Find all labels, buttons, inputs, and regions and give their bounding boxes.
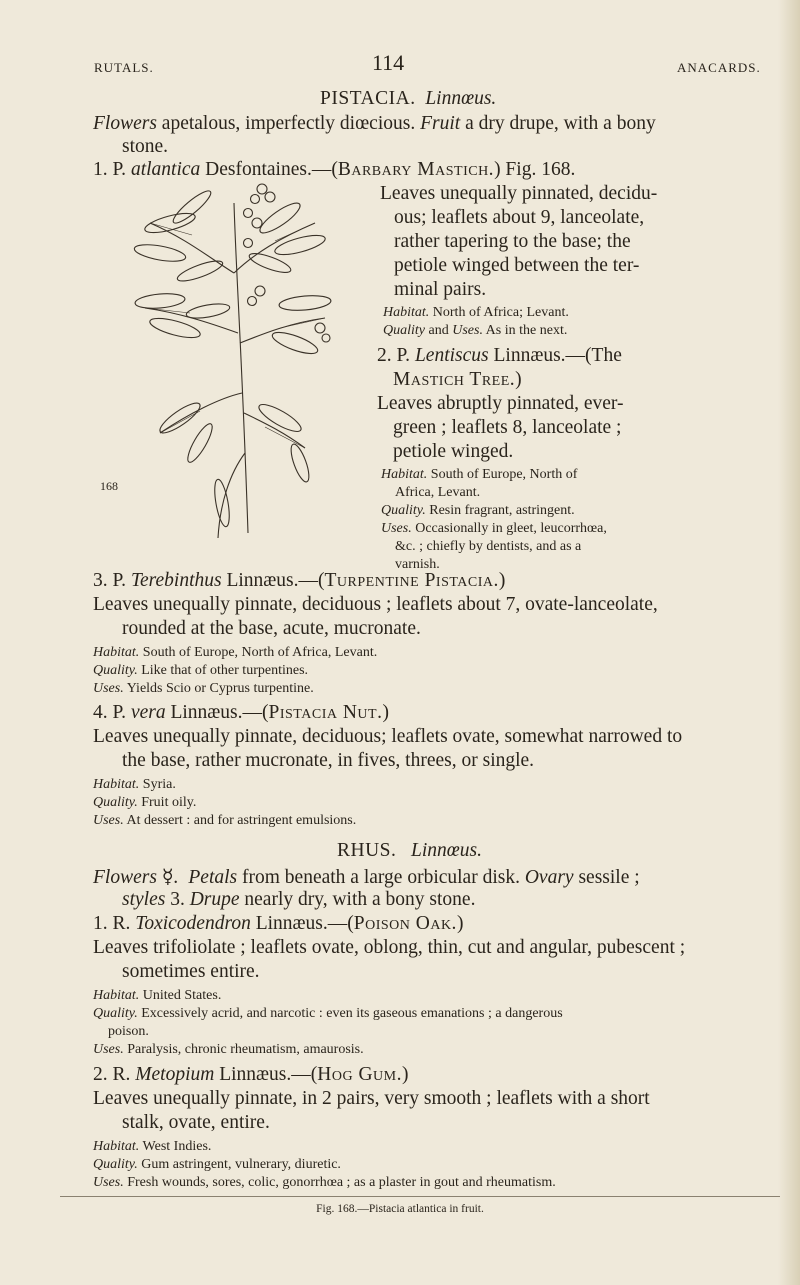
vera-uses: Uses. At dessert : and for astringent emulsions.	[93, 813, 357, 828]
toxicodendron-quality-2: poison.	[108, 1024, 149, 1039]
metopium-habitat: Habitat. West Indies.	[93, 1139, 212, 1154]
pistacia-atlantica-illustration	[130, 183, 338, 548]
lentiscus-habitat: Habitat. South of Europe, North of	[381, 467, 578, 482]
lentiscus-common-name: Mastich Tree.)	[393, 369, 522, 390]
lentiscus-uses-2: &c. ; chiefly by dentists, and as a	[395, 539, 582, 554]
running-head-left: RUTALS.	[94, 60, 154, 75]
metopium-desc-1: Leaves unequally pinnate, in 2 pairs, very smooth ; leaflets with a short	[93, 1088, 650, 1109]
atlantica-habitat: Habitat. North of Africa; Levant.	[383, 305, 569, 320]
vera-desc-2: the base, rather mucronate, in fives, threes, or single.	[122, 750, 535, 771]
species-heading-vera: 4. P. vera Linnæus.—(Pistacia Nut.)	[93, 702, 389, 723]
genus-heading-rhus: RHUS. Linnœus.	[337, 840, 483, 861]
vera-habitat: Habitat. Syria.	[93, 777, 176, 792]
lentiscus-desc-line: Leaves abruptly pinnated, ever-	[377, 393, 624, 414]
metopium-uses: Uses. Fresh wounds, sores, colic, gonorrhœa ; as a plaster in gout and rheumatism.	[93, 1175, 556, 1190]
toxicodendron-desc-2: sometimes entire.	[122, 961, 260, 982]
terebinthus-uses: Uses. Yields Scio or Cyprus turpentine.	[93, 681, 314, 696]
atlantica-desc-line: petiole winged between the ter-	[394, 255, 640, 276]
species-heading-atlantica: 1. P. atlantica Desfontaines.—(Barbary Mastich.) Fig. 168.	[93, 159, 576, 180]
lentiscus-desc-line: petiole winged.	[393, 441, 514, 462]
footnote-divider	[60, 1196, 780, 1197]
species-heading-lentiscus: 2. P. Lentiscus Linnæus.—(The	[377, 345, 622, 366]
terebinthus-desc-2: rounded at the base, acute, mucronate.	[122, 618, 421, 639]
toxicodendron-uses: Uses. Paralysis, chronic rheumatism, amaurosis.	[93, 1042, 364, 1057]
atlantica-desc-line: ous; leaflets about 9, lanceolate,	[394, 207, 645, 228]
pistacia-genus-description-2: stone.	[122, 136, 169, 157]
species-heading-metopium: 2. R. Metopium Linnæus.—(Hog Gum.)	[93, 1064, 409, 1085]
atlantica-quality-uses: Quality and Uses. As in the next.	[383, 323, 568, 338]
lentiscus-desc-line: green ; leaflets 8, lanceolate ;	[393, 417, 622, 438]
vera-desc-1: Leaves unequally pinnate, deciduous; leaflets ovate, somewhat narrowed to	[93, 726, 683, 747]
toxicodendron-quality: Quality. Excessively acrid, and narcotic : even its gaseous emanations ; a dangerous	[93, 1006, 563, 1021]
lentiscus-uses: Uses. Occasionally in gleet, leucorrhœa,	[381, 521, 607, 536]
terebinthus-habitat: Habitat. South of Europe, North of Africa, Levant.	[93, 645, 378, 660]
genus-heading-pistacia: PISTACIA. Linnœus.	[320, 88, 497, 109]
atlantica-desc-line: minal pairs.	[394, 279, 487, 300]
running-head-right: ANACARDS.	[677, 60, 761, 75]
terebinthus-desc-1: Leaves unequally pinnate, deciduous ; leaflets about 7, ovate-lanceolate,	[93, 594, 658, 615]
hermaphrodite-symbol: ☿.	[161, 867, 179, 888]
lentiscus-uses-3: varnish.	[395, 557, 440, 572]
pistacia-genus-description: Flowers apetalous, imperfectly diœcious. Fruit a dry drupe, with a bony	[93, 113, 656, 134]
atlantica-desc-line: Leaves unequally pinnated, decidu-	[380, 183, 658, 204]
metopium-quality: Quality. Gum astringent, vulnerary, diuretic.	[93, 1157, 341, 1172]
vera-quality: Quality. Fruit oily.	[93, 795, 197, 810]
rhus-genus-description: Flowers ☿. Petals from beneath a large orbicular disk. Ovary sessile ;	[93, 867, 640, 888]
terebinthus-quality: Quality. Like that of other turpentines.	[93, 663, 309, 678]
page-edge-shadow	[778, 0, 800, 1285]
figure-caption: Fig. 168.—Pistacia atlantica in fruit.	[316, 1203, 484, 1215]
toxicodendron-habitat: Habitat. United States.	[93, 988, 222, 1003]
metopium-desc-2: stalk, ovate, entire.	[122, 1112, 270, 1133]
rhus-genus-description-2: styles 3. Drupe nearly dry, with a bony stone.	[122, 889, 476, 910]
species-heading-toxicodendron: 1. R. Toxicodendron Linnæus.—(Poison Oak.)	[93, 913, 464, 934]
lentiscus-habitat-2: Africa, Levant.	[395, 485, 481, 500]
toxicodendron-desc-1: Leaves trifoliolate ; leaflets ovate, oblong, thin, cut and angular, pubescent ;	[93, 937, 686, 958]
page-number: 114	[372, 50, 405, 75]
atlantica-desc-line: rather tapering to the base; the	[394, 231, 631, 252]
figure-number-label: 168	[100, 479, 118, 493]
lentiscus-quality: Quality. Resin fragrant, astringent.	[381, 503, 575, 518]
species-heading-terebinthus: 3. P. Terebinthus Linnæus.—(Turpentine Pistacia.)	[93, 570, 506, 591]
